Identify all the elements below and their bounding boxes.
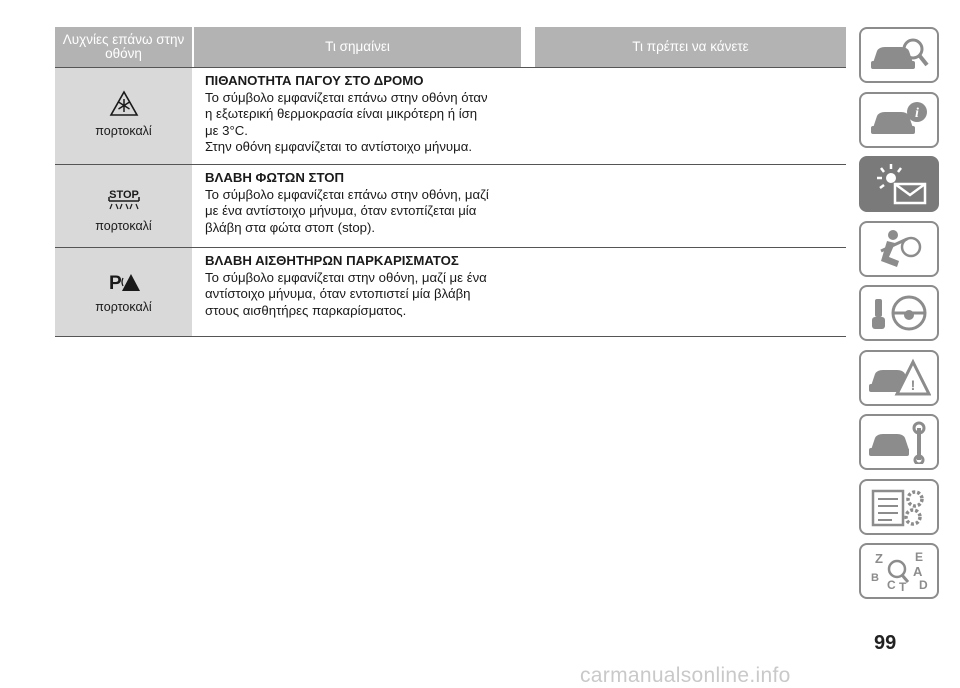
color-label: πορτοκαλί — [95, 300, 152, 314]
key-steering-wheel-icon — [867, 291, 931, 335]
car-search-icon — [867, 33, 931, 77]
row-text-line: βλάβη στα φώτα στοπ (stop). — [205, 219, 376, 235]
svg-text:Z: Z — [875, 551, 883, 566]
row-title: ΠΙΘΑΝΟΤΗΤΑ ΠΑΓΟΥ ΣΤΟ ΔΡΟΜΟ — [205, 73, 424, 88]
table-row — [55, 67, 846, 164]
header-lights: Λυχνίες επάνω στην οθόνη — [55, 27, 192, 67]
specs-gears-icon — [867, 485, 931, 529]
car-wrench-icon — [867, 420, 931, 464]
row-text-line: Το σύμβολο εμφανίζεται στην οθόνη, μαζί με ένα — [205, 269, 487, 285]
header-meaning: Τι σημαίνει — [194, 27, 521, 67]
car-info-icon — [867, 98, 931, 142]
warning-lights-table — [55, 27, 846, 337]
table-row — [55, 164, 846, 247]
svg-text:C: C — [887, 578, 896, 592]
row-text-line: Το σύμβολο εμφανίζεται επάνω στην οθόνη όταν — [205, 89, 488, 105]
svg-text:B: B — [871, 572, 879, 584]
color-label: πορτοκαλί — [95, 124, 152, 138]
nav-tab-warning-lights[interactable] — [859, 156, 939, 212]
warning-light-message-icon — [867, 162, 931, 206]
nav-tab-vehicle-info[interactable] — [859, 92, 939, 148]
watermark: carmanualsonline.info — [580, 664, 791, 687]
row-text-line: με ένα αντίστοιχο μήνυμα, όταν εντοπίζεται μία — [205, 203, 477, 218]
page-number: 99 — [874, 632, 897, 654]
nav-tab-vehicle-overview[interactable] — [859, 27, 939, 83]
stop-light-failure-icon — [106, 187, 142, 213]
nav-tab-maintenance[interactable] — [859, 414, 939, 470]
parking-icon-text: P — [108, 273, 122, 294]
parking-sensor-failure-icon — [107, 270, 141, 294]
seat-airbag-icon — [867, 227, 931, 271]
nav-tab-emergency[interactable] — [859, 350, 939, 406]
header-action: Τι πρέπει να κάνετε — [535, 27, 846, 67]
snowflake-warning-icon — [109, 90, 139, 118]
color-label: πορτοκαλί — [95, 219, 152, 233]
row-text-line: Στην οθόνη εμφανίζεται το αντίστοιχο μήνυμα. — [205, 139, 473, 154]
row-text-line: στους αισθητήρες παρκαρίσματος. — [205, 302, 407, 318]
car-warning-triangle-icon — [867, 356, 931, 400]
svg-text:i: i — [915, 105, 919, 121]
nav-tab-safety[interactable] — [859, 221, 939, 277]
nav-tab-index[interactable] — [859, 543, 939, 599]
nav-tab-starting-driving[interactable] — [859, 285, 939, 341]
row-title: ΒΛΑΒΗ ΦΩΤΩΝ ΣΤΟΠ — [205, 170, 345, 185]
row-text-line: με 3°C. — [205, 122, 248, 138]
table-header — [55, 27, 846, 67]
svg-text:E: E — [915, 550, 924, 564]
svg-text:A: A — [913, 564, 923, 579]
row-title: ΒΛΑΒΗ ΑΙΣΘΗΤΗΡΩΝ ΠΑΡΚΑΡΙΣΜΑΤΟΣ — [205, 253, 459, 268]
nav-tab-technical-data[interactable] — [859, 479, 939, 535]
table-row — [55, 247, 846, 337]
svg-text:T: T — [899, 580, 907, 593]
row-text-line: η εξωτερική θερμοκρασία είναι μικρότερη ή ίση — [205, 106, 478, 121]
svg-text:!: ! — [910, 376, 916, 393]
row-text-line: Το σύμβολο εμφανίζεται επάνω στην οθόνη, μαζί — [205, 186, 489, 202]
stop-icon-text: STOP — [108, 189, 139, 201]
chapter-nav — [859, 27, 944, 608]
row-text-line: αντίστοιχο μήνυμα, όταν εντοπιστεί μία βλάβη — [205, 286, 471, 301]
svg-text:D: D — [919, 578, 928, 592]
alphabetical-index-icon — [867, 549, 931, 593]
